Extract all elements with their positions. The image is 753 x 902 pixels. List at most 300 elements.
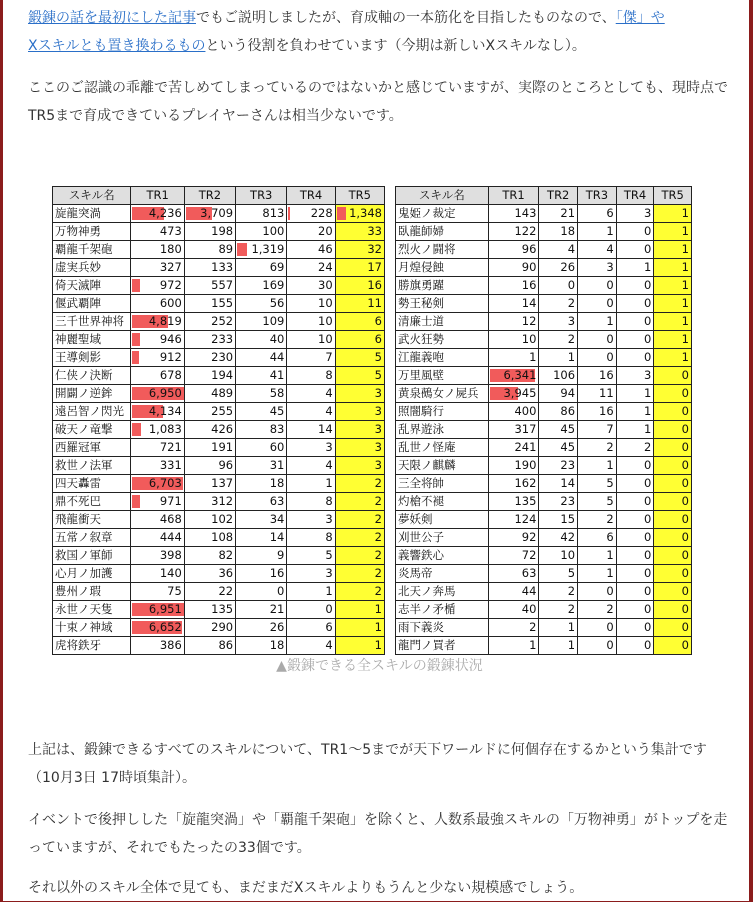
cell-value: 2 [567,602,576,616]
tr3-cell [578,277,617,295]
tr3-cell [578,295,617,313]
cell-value: 0 [606,638,614,652]
cell-value: 0 [681,584,689,598]
skill-name-cell: 烈火ノ闘将 [396,241,489,259]
tr3-cell [236,259,287,277]
cell-value: 1 [643,422,652,436]
cell-value: 0 [643,620,652,634]
cell-value: 1 [374,620,382,634]
tr2-cell [184,295,235,313]
cell-value: 4 [567,242,576,256]
cell-value: 137 [211,476,234,490]
column-header: スキル名 [53,187,131,205]
cell-value: 2 [606,512,614,526]
paragraph-summary: 上記は、鍛錬できるすべてのスキルについて、TR1〜5までが天下ワールドに何個存在するかという集計です（10月3日 17時頃集計）。 [28,742,707,786]
cell-value: 1 [325,476,333,490]
cell-value: 9 [277,548,285,562]
cell-value: 386 [159,638,182,652]
cell-value: 0 [681,530,689,544]
skill-name-cell: 勢王秘剣 [396,295,489,313]
tr1-cell [488,619,539,637]
cell-value: 14 [521,296,537,310]
skill-name-cell: 照闇騎行 [396,403,489,421]
table-row [396,619,692,637]
tr4-cell [287,583,335,601]
tr3-cell [236,421,287,439]
tr2-cell [539,475,578,493]
tr2-cell [539,241,578,259]
tr1-cell [131,223,184,241]
tr5-cell [654,475,692,493]
cell-value: 16 [599,368,614,382]
skill-name-cell: 乱世ノ怪庵 [396,439,489,457]
tr4-cell [287,565,335,583]
table-row [396,421,692,439]
cell-value: 18 [269,476,285,490]
table-row [396,367,692,385]
cell-value: 1 [325,584,333,598]
cell-value: 0 [643,530,652,544]
tr4-cell [616,547,654,565]
cell-value: 0 [681,548,689,562]
tr1-cell [488,385,539,403]
skill-name-cell: 三全将帥 [396,475,489,493]
table-row [53,205,385,223]
tr1-cell [131,421,184,439]
tr4-cell [287,475,335,493]
tr4-cell [287,385,335,403]
cell-value: 0 [681,638,689,652]
tr2-cell [539,637,578,655]
tr1-cell [488,331,539,349]
table-row [396,205,692,223]
tr4-cell [616,619,654,637]
table-row [396,637,692,655]
tr1-cell [488,601,539,619]
cell-value: 21 [560,206,576,220]
cell-value: 468 [159,512,182,526]
cell-value: 4 [606,242,614,256]
cell-value: 0 [643,584,652,598]
tr5-cell [654,313,692,331]
cell-value: 0 [277,584,285,598]
tr3-cell [236,439,287,457]
skill-name-cell: 仁侠ノ決断 [53,367,131,385]
cell-value: 0 [606,278,614,292]
cell-value: 7 [606,422,614,436]
table-row [53,457,385,475]
cell-value: 813 [262,206,285,220]
cell-value: 0 [681,386,689,400]
table-row [53,277,385,295]
skill-name-cell: 旋龍突渦 [53,205,131,223]
tr5-cell [335,511,384,529]
cell-value: 143 [514,206,537,220]
cell-value: 45 [560,440,576,454]
tr4-cell [287,205,335,223]
tr1-cell [488,367,539,385]
tr5-cell [335,205,384,223]
cell-value: 0 [681,368,689,382]
tr5-cell [654,385,692,403]
cell-value: 30 [318,278,333,292]
tr1-cell [488,205,539,223]
paragraph-top-skill: イベントで後押しした「旋龍突渦」や「覇龍千架砲」を除くと、人数系最強スキルの「万物神勇」がトップを走っていますが、それでもたったの33個です。 [28,812,728,856]
cell-value: 106 [553,368,576,382]
tr4-cell [616,493,654,511]
tr1-cell [488,259,539,277]
tr3-cell [236,493,287,511]
tr4-cell [616,259,654,277]
tr1-cell [131,367,184,385]
skill-name-cell: 王導剣影 [53,349,131,367]
tr1-cell [488,511,539,529]
tr5-cell [335,637,384,655]
cell-value: 58 [269,386,285,400]
data-bar [132,423,140,436]
cell-value: 60 [269,440,285,454]
tr4-cell [287,493,335,511]
cell-value: 135 [514,494,537,508]
cell-value: 96 [521,242,537,256]
table-row [53,547,385,565]
tr3-cell [236,223,287,241]
tr1-cell [131,277,184,295]
cell-value: 2 [567,296,576,310]
tr3-cell [236,313,287,331]
table-row [53,367,385,385]
tr2-cell [184,205,235,223]
tr1-cell [488,457,539,475]
tr1-cell [131,529,184,547]
cell-value: 0 [681,494,689,508]
cell-value: 83 [269,422,285,436]
cell-value: 7 [325,350,333,364]
cell-value: 10 [318,314,333,328]
cell-value: 100 [262,224,285,238]
skill-table-right [395,186,692,655]
cell-value: 140 [159,566,182,580]
cell-value: 252 [211,314,234,328]
cell-value: 4 [325,638,333,652]
tr3-cell [578,457,617,475]
skill-name-cell: 鬼姫ノ裁定 [396,205,489,223]
skill-name-cell: 三千世界神将 [53,313,131,331]
link-xskill[interactable]: Xスキルとも置き換わるもの [28,38,206,54]
cell-value: 102 [211,512,234,526]
tr2-cell [539,385,578,403]
tr3-cell [578,547,617,565]
cell-value: 69 [269,260,285,274]
tr5-cell [654,637,692,655]
tr2-cell [184,421,235,439]
cell-value: 946 [159,332,182,346]
cell-value: 6,652 [148,620,182,634]
tr2-cell [184,475,235,493]
tr4-cell [287,511,335,529]
skill-name-cell: 天限ノ麒麟 [396,457,489,475]
cell-value: 23 [560,458,576,472]
skill-name-cell: 夢妖剣 [396,511,489,529]
skill-name-cell: 雨下義炎 [396,619,489,637]
tr2-cell [539,439,578,457]
tr2-cell [539,529,578,547]
cell-value: 1 [606,458,614,472]
skill-name-cell: 五常ノ叙章 [53,529,131,547]
tr3-cell [578,601,617,619]
skill-name-cell: 心月ノ加護 [53,565,131,583]
tr1-cell [131,403,184,421]
tr4-cell [287,457,335,475]
cell-value: 1,319 [251,242,285,256]
tr2-cell [539,367,578,385]
tr5-cell [335,529,384,547]
column-header: TR5 [335,187,384,205]
tr5-cell [335,619,384,637]
link-ketsu[interactable]: 「傑」や [615,10,665,26]
column-header: TR2 [184,187,235,205]
cell-value: 40 [269,332,285,346]
tr1-cell [488,547,539,565]
cell-value: 4,236 [148,206,182,220]
cell-value: 1 [681,242,689,256]
cell-value: 23 [560,494,576,508]
cell-value: 3 [325,566,333,580]
cell-value: 3 [374,440,382,454]
tr2-cell [539,547,578,565]
skill-name-cell: 万里風壁 [396,367,489,385]
tr2-cell [184,511,235,529]
cell-value: 6 [374,332,382,346]
table-row [53,259,385,277]
table-row [396,241,692,259]
table-row [53,241,385,259]
cell-value: 1 [643,260,652,274]
table-row [53,223,385,241]
tr5-cell [654,457,692,475]
tr5-cell [335,421,384,439]
tr5-cell [335,277,384,295]
tr1-cell [131,205,184,223]
tr5-cell [654,205,692,223]
column-header: TR3 [236,187,287,205]
table-row [53,529,385,547]
table-row [53,349,385,367]
cell-value: 4,134 [148,404,182,418]
tr2-cell [184,277,235,295]
cell-value: 1 [681,224,689,238]
tr3-cell [236,385,287,403]
tr2-cell [184,367,235,385]
tr5-cell [654,277,692,295]
skill-name-cell: 偃武覇陣 [53,295,131,313]
tr1-cell [131,295,184,313]
cell-value: 0 [606,350,614,364]
tr4-cell [616,637,654,655]
cell-value: 1 [529,638,537,652]
tr4-cell [287,547,335,565]
cell-value: 15 [560,512,576,526]
tr4-cell [616,385,654,403]
tr2-cell [539,421,578,439]
tr2-cell [184,313,235,331]
cell-value: 1 [374,602,382,616]
cell-value: 124 [514,512,537,526]
tr4-cell [287,637,335,655]
cell-value: 1 [567,620,576,634]
skill-name-cell: 北天ノ奔馬 [396,583,489,601]
tr4-cell [616,313,654,331]
skill-name-cell: 神麗聖域 [53,331,131,349]
table-row [53,475,385,493]
cell-value: 1 [643,404,652,418]
cell-value: 3 [374,422,382,436]
column-header: スキル名 [396,187,489,205]
skill-name-cell: 志半ノ矛楯 [396,601,489,619]
skill-name-cell: 四天轟雷 [53,475,131,493]
cell-value: 0 [643,476,652,490]
cell-value: 0 [681,422,689,436]
tr5-cell [654,547,692,565]
cell-value: 2 [567,332,576,346]
tr1-cell [488,295,539,313]
tr4-cell [287,349,335,367]
cell-value: 1 [606,314,614,328]
cell-value: 86 [218,638,234,652]
tr3-cell [236,637,287,655]
tr2-cell [539,457,578,475]
tr1-cell [131,259,184,277]
table-row [396,547,692,565]
tr4-cell [616,457,654,475]
table-row [53,619,385,637]
skill-name-cell: 永世ノ天隻 [53,601,131,619]
cell-value: 6 [606,206,614,220]
tr1-cell [488,277,539,295]
tr1-cell [488,349,539,367]
tr1-cell [131,439,184,457]
tr2-cell [184,637,235,655]
cell-value: 230 [211,350,234,364]
skill-name-cell: 清廉士道 [396,313,489,331]
tr4-cell [287,313,335,331]
table-row [396,601,692,619]
tr4-cell [287,403,335,421]
table-caption: ▲鍛錬できる全スキルの鍛錬状況 [276,658,483,674]
cell-value: 1 [606,566,614,580]
cell-value: 6,341 [503,368,537,382]
cell-value: 2 [374,584,382,598]
cell-value: 971 [159,494,182,508]
tr1-cell [131,475,184,493]
cell-value: 133 [211,260,234,274]
cell-value: 14 [560,476,576,490]
tr2-cell [539,493,578,511]
cell-value: 45 [269,404,285,418]
tr5-cell [654,439,692,457]
table-row [396,223,692,241]
skill-name-cell: 開闢ノ逆鉾 [53,385,131,403]
tr2-cell [184,223,235,241]
tr1-cell [131,583,184,601]
cell-value: 228 [310,206,333,220]
tr5-cell [335,385,384,403]
tr2-cell [539,331,578,349]
table-row [396,349,692,367]
tr4-cell [287,367,335,385]
tr1-cell [131,601,184,619]
tr3-cell [578,511,617,529]
tr5-cell [335,439,384,457]
tr4-cell [616,511,654,529]
cell-value: 16 [269,566,285,580]
article-link-forge[interactable]: 鍛錬の話を最初にした記事 [28,10,196,26]
tr4-cell [287,295,335,313]
cell-value: 198 [211,224,234,238]
tr5-cell [654,493,692,511]
cell-value: 317 [514,422,537,436]
tr5-cell [654,619,692,637]
tr5-cell [654,529,692,547]
skill-name-cell: 虚実兵妙 [53,259,131,277]
cell-value: 241 [514,440,537,454]
cell-value: 0 [643,566,652,580]
skill-name-cell: 救世ノ法軍 [53,457,131,475]
tr3-cell [578,583,617,601]
cell-value: 0 [681,620,689,634]
skill-name-cell: 龍門ノ買者 [396,637,489,655]
table-row [53,385,385,403]
cell-value: 16 [367,278,382,292]
cell-value: 4,819 [148,314,182,328]
skill-name-cell: 西羅冠軍 [53,439,131,457]
tr2-cell [539,313,578,331]
tr4-cell [287,241,335,259]
cell-value: 5 [606,476,614,490]
cell-value: 10 [521,332,537,346]
tr4-cell [616,205,654,223]
cell-value: 0 [643,278,652,292]
cell-value: 1 [681,296,689,310]
cell-value: 75 [167,584,182,598]
cell-value: 14 [269,530,285,544]
cell-value: 3 [567,314,576,328]
cell-value: 290 [211,620,234,634]
tr2-cell [539,511,578,529]
tr1-cell [488,421,539,439]
cell-value: 44 [269,350,285,364]
cell-value: 10 [560,548,576,562]
tr3-cell [236,205,287,223]
tr3-cell [236,457,287,475]
tr4-cell [616,403,654,421]
tr2-cell [184,241,235,259]
tr5-cell [654,259,692,277]
cell-value: 2 [374,512,382,526]
tr1-cell [488,583,539,601]
cell-value: 0 [643,548,652,562]
cell-value: 42 [560,530,576,544]
tr2-cell [184,547,235,565]
cell-value: 45 [560,422,576,436]
cell-value: 10 [318,296,333,310]
cell-value: 24 [318,260,333,274]
tr2-cell [539,223,578,241]
cell-value: 489 [211,386,234,400]
paragraph-gap: ここのご認識の乖離で苦しめてしまっているのではないかと感じていますが、実際のところとしても、現時点でTR5まで育成できているプレイヤーさんは相当少ないです。 [28,80,728,124]
cell-value: 0 [643,458,652,472]
tr2-cell [184,457,235,475]
